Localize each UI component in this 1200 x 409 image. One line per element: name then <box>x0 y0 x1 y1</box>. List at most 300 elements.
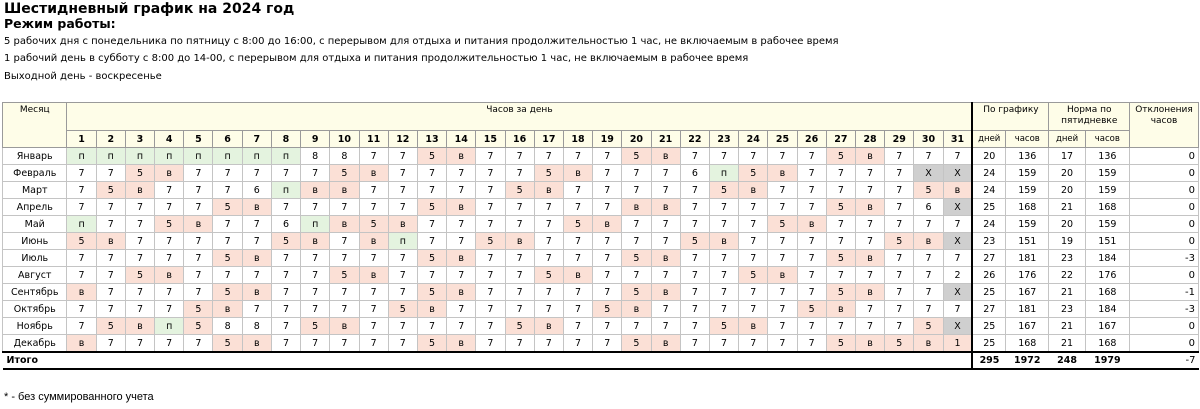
month-label: Январь <box>3 148 67 165</box>
day-cell: п <box>155 148 184 165</box>
day-cell: в <box>534 182 563 199</box>
day-cell: 7 <box>797 284 826 301</box>
day-cell: 7 <box>534 284 563 301</box>
day-cell: 7 <box>330 301 359 318</box>
day-cell: 7 <box>476 182 505 199</box>
day-cell: 7 <box>388 148 417 165</box>
day-cell: 7 <box>155 182 184 199</box>
day-cell: в <box>155 165 184 182</box>
total-sched-days: 295 <box>972 352 1005 369</box>
day-cell: 7 <box>184 284 213 301</box>
day-cell: 7 <box>96 216 125 233</box>
day-cell: 5 <box>67 233 96 250</box>
table-row <box>3 182 1199 199</box>
day-cell: 5 <box>155 216 184 233</box>
month-label: Ноябрь <box>3 318 67 335</box>
day-cell: 7 <box>768 318 797 335</box>
day-cell: 7 <box>184 182 213 199</box>
month-label: Февраль <box>3 165 67 182</box>
day-cell: 7 <box>155 301 184 318</box>
day-cell: 7 <box>534 216 563 233</box>
day-cell: 7 <box>67 182 96 199</box>
day-cell: 7 <box>914 250 943 267</box>
day-cell: 7 <box>739 216 768 233</box>
day-cell: 7 <box>505 284 534 301</box>
total-sched-hours: 1972 <box>1006 352 1049 369</box>
day-cell: 7 <box>914 216 943 233</box>
day-cell: в <box>184 216 213 233</box>
sched-hours-cell: 159 <box>1006 165 1049 182</box>
header-hours-per-day: Часов за день <box>67 103 972 131</box>
day-cell: 7 <box>826 233 855 250</box>
day-cell: 6 <box>680 165 709 182</box>
day-cell: 7 <box>885 284 914 301</box>
day-cell: 7 <box>680 335 709 353</box>
day-cell: 7 <box>417 267 446 284</box>
day-cell: 7 <box>680 301 709 318</box>
day-cell: 1 <box>943 335 972 353</box>
day-cell: 7 <box>125 233 154 250</box>
day-cell: в <box>242 250 271 267</box>
day-cell: в <box>651 250 680 267</box>
day-cell: 7 <box>96 267 125 284</box>
norm-hours-cell: 159 <box>1085 216 1129 233</box>
deviation-cell: 0 <box>1130 216 1199 233</box>
day-cell: 7 <box>885 318 914 335</box>
day-cell: 5 <box>563 216 592 233</box>
day-cell: 7 <box>125 199 154 216</box>
month-label: Июнь <box>3 233 67 250</box>
day-number-header: 8 <box>271 131 300 148</box>
day-cell: 7 <box>67 165 96 182</box>
day-cell: в <box>447 250 476 267</box>
table-row <box>3 165 1199 182</box>
day-cell: 5 <box>330 165 359 182</box>
day-cell: в <box>914 233 943 250</box>
day-cell: 7 <box>593 250 622 267</box>
day-cell: 7 <box>739 301 768 318</box>
day-cell: 7 <box>388 284 417 301</box>
day-cell: 7 <box>797 318 826 335</box>
sched-days-cell: 24 <box>972 182 1005 199</box>
day-cell: 7 <box>797 233 826 250</box>
day-cell: п <box>125 148 154 165</box>
deviation-cell: 0 <box>1130 182 1199 199</box>
day-cell: 7 <box>242 165 271 182</box>
day-cell: 7 <box>447 182 476 199</box>
day-cell: 7 <box>155 233 184 250</box>
day-cell: 5 <box>709 318 738 335</box>
day-cell: 7 <box>680 267 709 284</box>
day-cell: в <box>96 233 125 250</box>
day-cell: в <box>622 301 651 318</box>
total-norm-hours: 1979 <box>1085 352 1129 369</box>
day-cell: 7 <box>125 284 154 301</box>
day-number-header: 25 <box>768 131 797 148</box>
day-cell: 7 <box>826 318 855 335</box>
day-cell: 7 <box>505 148 534 165</box>
norm-hours-cell: 167 <box>1085 318 1129 335</box>
day-cell: 7 <box>213 267 242 284</box>
day-cell: 5 <box>534 267 563 284</box>
day-cell: 7 <box>476 216 505 233</box>
sched-hours-cell: 181 <box>1006 250 1049 267</box>
day-cell: X <box>943 199 972 216</box>
day-cell: 7 <box>359 199 388 216</box>
day-cell: 7 <box>213 233 242 250</box>
day-cell: п <box>67 148 96 165</box>
day-cell: 7 <box>885 148 914 165</box>
day-cell: в <box>563 267 592 284</box>
deviation-cell: 0 <box>1130 267 1199 284</box>
day-cell: 5 <box>330 267 359 284</box>
sched-hours-cell: 181 <box>1006 301 1049 318</box>
day-cell: 7 <box>885 165 914 182</box>
day-cell: 5 <box>417 284 446 301</box>
day-cell: 5 <box>213 199 242 216</box>
day-cell: 7 <box>213 182 242 199</box>
day-cell: в <box>855 335 884 353</box>
sched-days-cell: 25 <box>972 318 1005 335</box>
deviation-cell: 0 <box>1130 148 1199 165</box>
day-cell: 7 <box>593 148 622 165</box>
day-cell: 7 <box>855 233 884 250</box>
day-cell: 7 <box>943 301 972 318</box>
sched-days-cell: 27 <box>972 250 1005 267</box>
day-cell: в <box>242 335 271 353</box>
day-cell: 7 <box>593 335 622 353</box>
day-cell: 7 <box>388 335 417 353</box>
day-cell: 7 <box>855 216 884 233</box>
day-cell: 5 <box>709 182 738 199</box>
day-cell: 5 <box>593 301 622 318</box>
day-cell: 7 <box>271 267 300 284</box>
table-row <box>3 267 1199 284</box>
norm-days-cell: 19 <box>1049 233 1085 250</box>
table-row <box>3 148 1199 165</box>
day-cell: в <box>943 182 972 199</box>
day-number-header: 21 <box>651 131 680 148</box>
sched-hours-cell: 168 <box>1006 335 1049 353</box>
day-cell: в <box>709 233 738 250</box>
day-cell: 7 <box>417 216 446 233</box>
day-cell: X <box>943 284 972 301</box>
day-cell: 5 <box>417 250 446 267</box>
norm-hours-cell: 176 <box>1085 267 1129 284</box>
day-cell: 7 <box>125 216 154 233</box>
day-number-header: 17 <box>534 131 563 148</box>
day-cell: 7 <box>96 199 125 216</box>
day-cell: 7 <box>593 165 622 182</box>
sched-hours-cell: 159 <box>1006 216 1049 233</box>
day-cell: 7 <box>388 199 417 216</box>
day-cell: 7 <box>505 267 534 284</box>
day-cell: в <box>330 318 359 335</box>
day-cell: 7 <box>505 199 534 216</box>
day-cell: в <box>651 199 680 216</box>
day-cell: в <box>213 301 242 318</box>
day-cell: 7 <box>797 335 826 353</box>
day-cell: 7 <box>388 318 417 335</box>
day-cell: 7 <box>242 267 271 284</box>
day-cell: 7 <box>563 182 592 199</box>
day-cell: 7 <box>417 165 446 182</box>
day-number-header: 4 <box>155 131 184 148</box>
day-cell: 5 <box>885 233 914 250</box>
day-cell: 7 <box>388 267 417 284</box>
header-norm-days: дней <box>1049 131 1085 148</box>
day-cell: 7 <box>885 216 914 233</box>
day-cell: 7 <box>271 284 300 301</box>
day-number-header: 15 <box>476 131 505 148</box>
day-cell: 7 <box>155 250 184 267</box>
day-cell: 7 <box>96 335 125 353</box>
month-label: Август <box>3 267 67 284</box>
day-cell: 7 <box>593 182 622 199</box>
day-cell: в <box>125 182 154 199</box>
day-cell: 2 <box>943 267 972 284</box>
sched-days-cell: 27 <box>972 301 1005 318</box>
day-cell: 7 <box>534 199 563 216</box>
day-cell: 7 <box>826 216 855 233</box>
total-deviation: -7 <box>1130 352 1199 369</box>
day-cell: 7 <box>593 318 622 335</box>
day-cell: 7 <box>476 165 505 182</box>
day-cell: 7 <box>680 284 709 301</box>
day-cell: 7 <box>593 199 622 216</box>
norm-hours-cell: 184 <box>1085 301 1129 318</box>
day-cell: 7 <box>651 301 680 318</box>
day-cell: 5 <box>96 318 125 335</box>
day-cell: 7 <box>739 250 768 267</box>
month-label: Март <box>3 182 67 199</box>
day-cell: 7 <box>826 267 855 284</box>
day-cell: 7 <box>447 216 476 233</box>
day-cell: в <box>125 318 154 335</box>
day-cell: 5 <box>417 199 446 216</box>
day-cell: в <box>447 199 476 216</box>
day-cell: 7 <box>67 301 96 318</box>
day-cell: 5 <box>768 216 797 233</box>
day-cell: 7 <box>155 284 184 301</box>
sched-days-cell: 25 <box>972 199 1005 216</box>
day-cell: X <box>943 165 972 182</box>
day-cell: 5 <box>301 318 330 335</box>
day-cell: 7 <box>125 301 154 318</box>
day-cell: 7 <box>709 216 738 233</box>
norm-days-cell: 23 <box>1049 250 1085 267</box>
day-cell: 7 <box>797 148 826 165</box>
day-cell: 7 <box>359 284 388 301</box>
day-cell: 5 <box>534 165 563 182</box>
sched-hours-cell: 167 <box>1006 284 1049 301</box>
day-cell: 7 <box>622 318 651 335</box>
day-cell: 7 <box>534 148 563 165</box>
day-cell: 6 <box>914 199 943 216</box>
day-cell: 7 <box>330 250 359 267</box>
day-number-header: 16 <box>505 131 534 148</box>
day-cell: 7 <box>96 301 125 318</box>
day-cell: 5 <box>914 318 943 335</box>
day-cell: 7 <box>242 233 271 250</box>
day-cell: 7 <box>563 148 592 165</box>
day-cell: 7 <box>359 182 388 199</box>
sched-days-cell: 23 <box>972 233 1005 250</box>
day-cell: 7 <box>184 199 213 216</box>
day-cell: в <box>447 335 476 353</box>
day-cell: п <box>388 233 417 250</box>
norm-days-cell: 20 <box>1049 165 1085 182</box>
norm-hours-cell: 136 <box>1085 148 1129 165</box>
day-cell: 7 <box>125 335 154 353</box>
total-label: Итого <box>3 352 973 369</box>
day-number-header: 28 <box>855 131 884 148</box>
day-number-header: 11 <box>359 131 388 148</box>
day-cell: 7 <box>184 250 213 267</box>
day-cell: 5 <box>885 335 914 353</box>
day-cell: 7 <box>447 301 476 318</box>
deviation-cell: 0 <box>1130 233 1199 250</box>
day-cell: 7 <box>768 301 797 318</box>
total-norm-days: 248 <box>1049 352 1085 369</box>
day-cell: 7 <box>271 165 300 182</box>
day-cell: 7 <box>563 284 592 301</box>
norm-hours-cell: 168 <box>1085 199 1129 216</box>
norm-days-cell: 20 <box>1049 182 1085 199</box>
day-cell: 7 <box>67 267 96 284</box>
day-cell: 5 <box>826 250 855 267</box>
day-cell: 7 <box>768 233 797 250</box>
day-cell: 8 <box>301 148 330 165</box>
day-cell: в <box>855 250 884 267</box>
day-number-header: 22 <box>680 131 709 148</box>
day-cell: 7 <box>855 318 884 335</box>
day-cell: 7 <box>271 318 300 335</box>
day-cell: 5 <box>797 301 826 318</box>
day-number-header: 24 <box>739 131 768 148</box>
day-cell: 7 <box>330 335 359 353</box>
day-cell: в <box>67 335 96 353</box>
day-cell: 7 <box>330 284 359 301</box>
day-cell: 7 <box>651 165 680 182</box>
day-number-header: 1 <box>67 131 96 148</box>
day-cell: 5 <box>826 148 855 165</box>
day-cell: 7 <box>67 250 96 267</box>
day-number-header: 20 <box>622 131 651 148</box>
day-cell: 8 <box>242 318 271 335</box>
day-cell: 7 <box>651 267 680 284</box>
day-cell: 7 <box>476 335 505 353</box>
day-cell: 7 <box>534 335 563 353</box>
day-cell: 7 <box>184 165 213 182</box>
day-number-header: 14 <box>447 131 476 148</box>
day-cell: в <box>651 335 680 353</box>
day-cell: 7 <box>739 199 768 216</box>
norm-days-cell: 21 <box>1049 199 1085 216</box>
day-cell: 7 <box>768 182 797 199</box>
day-cell: 7 <box>125 250 154 267</box>
sched-hours-cell: 167 <box>1006 318 1049 335</box>
day-cell: 7 <box>359 335 388 353</box>
day-number-header: 23 <box>709 131 738 148</box>
day-cell: в <box>651 148 680 165</box>
day-cell: 7 <box>855 301 884 318</box>
sched-hours-cell: 136 <box>1006 148 1049 165</box>
day-cell: 7 <box>797 165 826 182</box>
day-cell: 5 <box>417 335 446 353</box>
header-month: Месяц <box>3 103 67 148</box>
day-cell: 7 <box>709 335 738 353</box>
day-cell: 5 <box>213 250 242 267</box>
day-cell: 7 <box>155 199 184 216</box>
day-cell: 7 <box>330 233 359 250</box>
day-cell: 7 <box>914 284 943 301</box>
day-cell: 7 <box>943 250 972 267</box>
deviation-cell: -3 <box>1130 301 1199 318</box>
day-cell: 7 <box>96 284 125 301</box>
day-cell: 7 <box>651 216 680 233</box>
day-cell: п <box>96 148 125 165</box>
month-label: Июль <box>3 250 67 267</box>
deviation-cell: 0 <box>1130 165 1199 182</box>
day-cell: 7 <box>680 199 709 216</box>
day-cell: 5 <box>505 318 534 335</box>
day-cell: 7 <box>388 182 417 199</box>
day-number-header: 26 <box>797 131 826 148</box>
day-cell: 7 <box>505 165 534 182</box>
day-cell: 6 <box>242 182 271 199</box>
day-cell: 7 <box>96 250 125 267</box>
day-cell: в <box>563 165 592 182</box>
day-number-header: 29 <box>885 131 914 148</box>
day-cell: 7 <box>563 301 592 318</box>
day-cell: 7 <box>359 301 388 318</box>
day-cell: 7 <box>622 165 651 182</box>
day-cell: 7 <box>943 148 972 165</box>
table-row <box>3 216 1199 233</box>
day-cell: в <box>242 199 271 216</box>
day-cell: в <box>330 216 359 233</box>
day-cell: 7 <box>476 318 505 335</box>
day-number-header: 31 <box>943 131 972 148</box>
day-cell: 5 <box>184 301 213 318</box>
day-cell: 7 <box>709 267 738 284</box>
day-cell: 5 <box>213 284 242 301</box>
day-cell: 5 <box>359 216 388 233</box>
day-number-header: 6 <box>213 131 242 148</box>
day-cell: 7 <box>885 267 914 284</box>
norm-days-cell: 21 <box>1049 318 1085 335</box>
day-number-header: 30 <box>914 131 943 148</box>
day-number-header: 7 <box>242 131 271 148</box>
day-cell: 7 <box>563 199 592 216</box>
day-cell: 7 <box>680 318 709 335</box>
sched-days-cell: 25 <box>972 284 1005 301</box>
day-cell: п <box>155 318 184 335</box>
day-cell: в <box>622 199 651 216</box>
day-cell: 7 <box>271 301 300 318</box>
day-cell: 7 <box>534 233 563 250</box>
day-cell: 7 <box>563 318 592 335</box>
day-cell: 7 <box>242 216 271 233</box>
day-number-header: 2 <box>96 131 125 148</box>
day-cell: в <box>447 148 476 165</box>
day-cell: 8 <box>330 148 359 165</box>
month-label: Сентябрь <box>3 284 67 301</box>
day-cell: 7 <box>855 182 884 199</box>
day-cell: 7 <box>505 301 534 318</box>
day-cell: 7 <box>680 216 709 233</box>
